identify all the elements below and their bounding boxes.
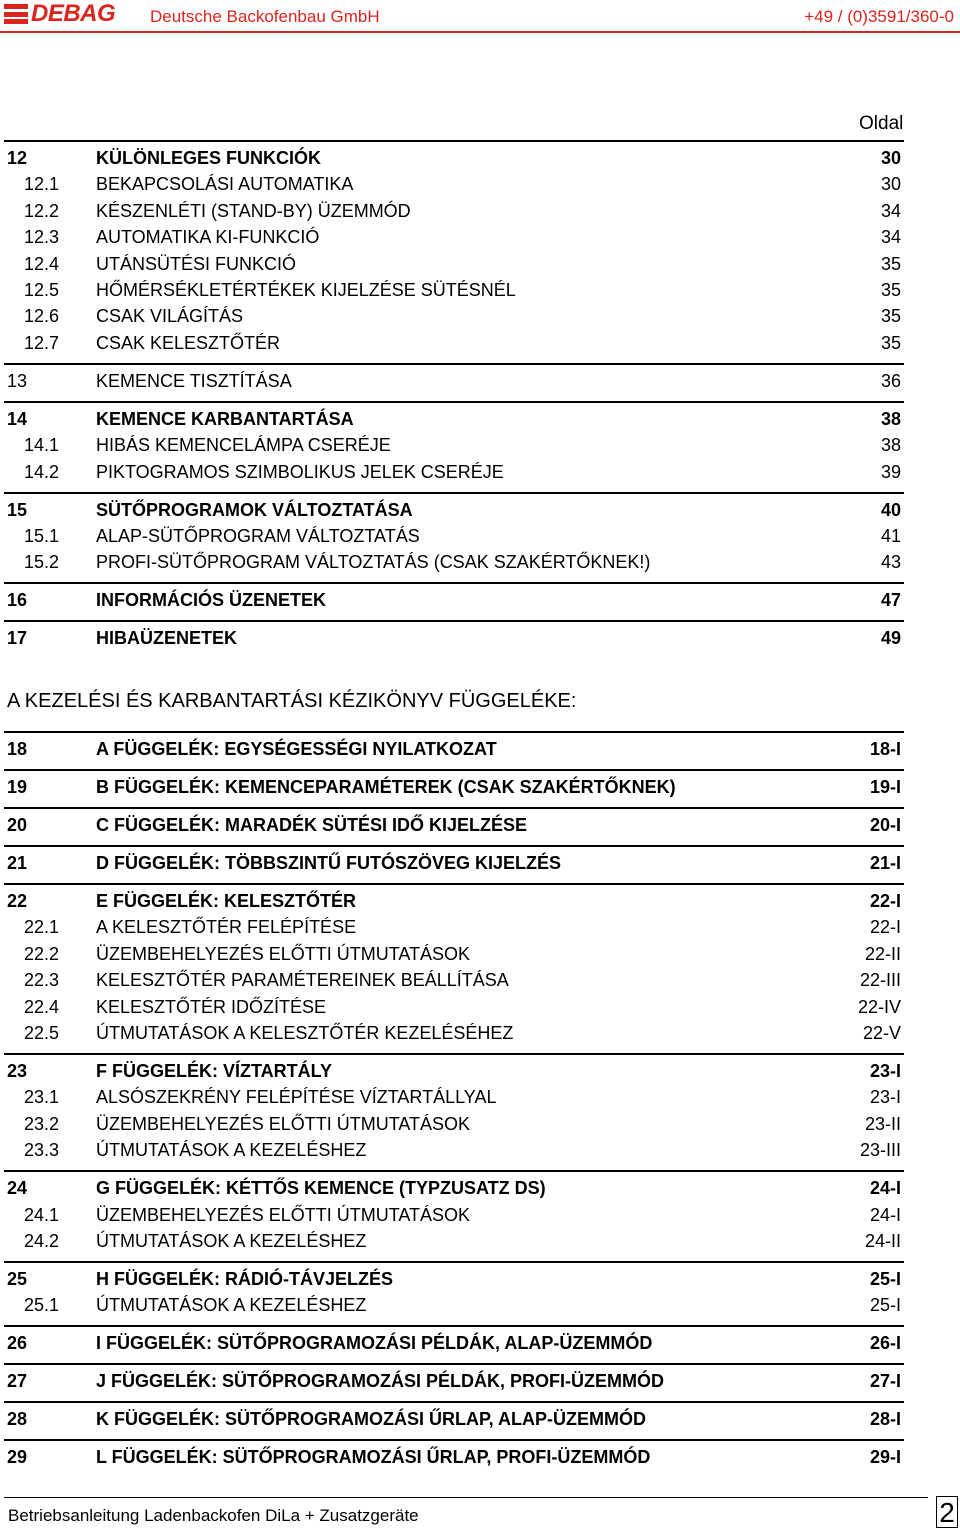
page-header	[0, 0, 960, 34]
entry-number: 26	[7, 1333, 28, 1354]
entry-number: 12.7	[24, 332, 60, 353]
toc-subentry[interactable]	[0, 941, 904, 967]
entry-title: HŐMÉRSÉKLETÉRTÉKEK KIJELZÉSE SÜTÉSNÉL	[96, 280, 516, 300]
entry-number: 22.2	[24, 943, 60, 964]
entry-number: 14.1	[24, 435, 60, 456]
toc-subentry[interactable]	[0, 459, 904, 485]
entry-title: B FÜGGELÉK: KEMENCEPARAMÉTEREK (CSAK SZAKÉRTŐKNEK)	[96, 777, 676, 797]
toc-subentry[interactable]	[0, 967, 904, 993]
entry-title: CSAK VILÁGÍTÁS	[96, 306, 244, 327]
entry-page: 24-I	[869, 1204, 901, 1225]
footer-divider	[4, 1497, 928, 1498]
appendix-heading: A KEZELÉSI ÉS KARBANTARTÁSI KÉZIKÖNYV FÜGGELÉKE:	[7, 690, 577, 712]
toc-entry[interactable]	[0, 1266, 904, 1292]
entry-number: 17	[7, 628, 28, 649]
entry-title: A FÜGGELÉK: EGYSÉGESSÉGI NYILATKOZAT	[96, 739, 497, 759]
entry-page: 23-III	[859, 1140, 901, 1161]
entry-number: 12.5	[24, 280, 60, 300]
entry-page: 34	[880, 200, 901, 221]
entry-page: 20-I	[869, 815, 901, 835]
entry-page: 19-I	[869, 777, 901, 797]
entry-page: 39	[880, 461, 901, 482]
entry-page: 27-I	[869, 1371, 901, 1392]
entry-title: D FÜGGELÉK: TÖBBSZINTŰ FUTÓSZÖVEG KIJELZÉS	[96, 853, 562, 873]
entry-number: 16	[7, 590, 28, 611]
entry-number: 15.2	[24, 552, 60, 573]
entry-number: 24	[7, 1178, 28, 1199]
entry-title: ALAP-SÜTŐPROGRAM VÁLTOZTATÁS	[96, 526, 420, 546]
entry-title: INFORMÁCIÓS ÜZENETEK	[96, 590, 327, 611]
entry-title: ÜZEMBEHELYEZÉS ELŐTTI ÚTMUTATÁSOK	[96, 1113, 471, 1134]
entry-title: H FÜGGELÉK: RÁDIÓ-TÁVJELZÉS	[96, 1269, 394, 1289]
toc-entry[interactable]	[0, 774, 904, 800]
toc-entry[interactable]	[0, 850, 904, 876]
toc-entry[interactable]	[0, 736, 904, 762]
toc-subentry[interactable]	[0, 1020, 904, 1046]
section-rule	[4, 769, 904, 771]
toc-subentry[interactable]	[0, 1111, 904, 1137]
entry-page: 43	[880, 552, 901, 573]
entry-title: KELESZTŐTÉR PARAMÉTEREINEK BEÁLLÍTÁSA	[96, 970, 509, 991]
entry-page: 28-I	[869, 1409, 901, 1430]
entry-number: 29	[7, 1447, 28, 1468]
section-rule	[4, 582, 904, 584]
entry-number: 25	[7, 1269, 28, 1289]
entry-page: 23-II	[864, 1113, 901, 1134]
toc-entry[interactable]	[0, 625, 904, 651]
entry-page: 24-I	[869, 1178, 901, 1199]
entry-page: 21-I	[869, 853, 901, 873]
toc-entry[interactable]	[0, 1368, 904, 1394]
toc-subentry[interactable]	[0, 994, 904, 1020]
entry-number: 25.1	[24, 1295, 60, 1316]
toc-subentry[interactable]	[0, 1228, 904, 1254]
entry-title: ÜZEMBEHELYEZÉS ELŐTTI ÚTMUTATÁSOK	[96, 943, 471, 964]
entry-number: 23.1	[24, 1087, 60, 1108]
entry-title: E FÜGGELÉK: KELESZTŐTÉR	[96, 891, 357, 911]
toc-entry[interactable]	[0, 812, 904, 838]
entry-page: 22-III	[859, 970, 901, 991]
toc-entry[interactable]	[0, 1330, 904, 1356]
entry-number: 24.1	[24, 1204, 60, 1225]
entry-title: ALSÓSZEKRÉNY FELÉPÍTÉSE VÍZTARTÁLLYAL	[96, 1087, 497, 1108]
section-rule	[4, 140, 904, 142]
toc-entry[interactable]	[0, 1444, 904, 1470]
section-rule	[4, 492, 904, 494]
entry-title: UTÁNSÜTÉSI FUNKCIÓ	[96, 253, 297, 274]
toc-entry[interactable]	[0, 1406, 904, 1432]
entry-title: BEKAPCSOLÁSI AUTOMATIKA	[96, 174, 354, 195]
entry-title: L FÜGGELÉK: SÜTŐPROGRAMOZÁSI ŰRLAP, PROFI-ÜZEMMÓD	[96, 1447, 651, 1468]
entry-page: 35	[880, 306, 901, 327]
entry-title: HIBAÜZENETEK	[96, 628, 238, 649]
toc-entry[interactable]	[0, 497, 904, 523]
toc-subentry[interactable]	[0, 251, 904, 277]
section-rule	[4, 1325, 904, 1327]
company-name: Deutsche Backofenbau GmbH	[150, 7, 380, 26]
entry-page: 40	[880, 499, 901, 520]
entry-title: J FÜGGELÉK: SÜTŐPROGRAMOZÁSI PÉLDÁK, PROFI-ÜZEMMÓD	[96, 1371, 665, 1392]
section-rule	[4, 1261, 904, 1263]
entry-number: 12.1	[24, 174, 60, 195]
section-rule	[4, 1170, 904, 1172]
entry-title: A KELESZTŐTÉR FELÉPÍTÉSE	[96, 917, 357, 938]
entry-page: 34	[880, 227, 901, 248]
entry-title: ÚTMUTATÁSOK A KEZELÉSHEZ	[96, 1140, 367, 1161]
entry-title: ÚTMUTATÁSOK A KEZELÉSHEZ	[96, 1231, 367, 1251]
section-rule	[4, 1439, 904, 1441]
entry-page: 23-I	[869, 1061, 901, 1081]
entry-number: 23.2	[24, 1113, 60, 1134]
page-number: 2	[936, 1496, 958, 1528]
entry-number: 19	[7, 777, 28, 797]
toc-entry[interactable]	[0, 587, 904, 613]
entry-number: 15	[7, 499, 28, 520]
entry-title: ÜZEMBEHELYEZÉS ELŐTTI ÚTMUTATÁSOK	[96, 1204, 471, 1225]
entry-page: 22-I	[869, 917, 901, 938]
entry-page: 30	[880, 148, 901, 168]
section-rule	[4, 363, 904, 365]
toc-subentry[interactable]	[0, 432, 904, 458]
entry-page: 41	[880, 526, 901, 546]
logo-text: DEBAG	[31, 0, 116, 27]
toc-subentry[interactable]	[0, 1084, 904, 1110]
toc-subentry[interactable]	[0, 549, 904, 575]
entry-number: 23.3	[24, 1140, 60, 1161]
entry-title: SÜTŐPROGRAMOK VÁLTOZTATÁSA	[96, 499, 413, 520]
toc-entry[interactable]	[0, 1058, 904, 1084]
entry-number: 24.2	[24, 1231, 60, 1251]
entry-page: 24-II	[864, 1231, 901, 1251]
entry-number: 23	[7, 1061, 28, 1081]
section-rule	[4, 401, 904, 403]
entry-number: 22.4	[24, 996, 60, 1017]
entry-number: 12.6	[24, 306, 60, 327]
entry-page: 25-I	[869, 1269, 901, 1289]
entry-page: 22-IV	[857, 996, 901, 1017]
entry-page: 25-I	[869, 1295, 901, 1316]
entry-page: 18-I	[869, 739, 901, 759]
entry-number: 28	[7, 1409, 28, 1430]
entry-number: 21	[7, 853, 28, 873]
entry-title: CSAK KELESZTŐTÉR	[96, 332, 281, 353]
entry-title: PIKTOGRAMOS SZIMBOLIKUS JELEK CSERÉJE	[96, 461, 504, 482]
entry-title: KEMENCE KARBANTARTÁSA	[96, 408, 354, 429]
entry-number: 14.2	[24, 461, 60, 482]
toc-subentry[interactable]	[0, 303, 904, 329]
toc-subentry[interactable]	[0, 1137, 904, 1163]
entry-title: K FÜGGELÉK: SÜTŐPROGRAMOZÁSI ŰRLAP, ALAP-ÜZEMMÓD	[96, 1409, 646, 1430]
debag-logo	[4, 0, 116, 27]
entry-number: 12.3	[24, 227, 60, 248]
toc-subentry[interactable]	[0, 1292, 904, 1318]
entry-title: PROFI-SÜTŐPROGRAM VÁLTOZTATÁS (CSAK SZAKÉRTŐKNEK!)	[96, 552, 651, 573]
section-rule	[4, 1363, 904, 1365]
entry-number: 22.5	[24, 1023, 60, 1043]
toc-subentry[interactable]	[0, 171, 904, 197]
toc-entry[interactable]	[0, 1175, 904, 1201]
entry-page: 30	[880, 174, 901, 195]
header-divider	[0, 31, 960, 33]
entry-number: 20	[7, 815, 28, 835]
entry-title: KELESZTŐTÉR IDŐZÍTÉSE	[96, 996, 327, 1017]
entry-title: KEMENCE TISZTÍTÁSA	[96, 370, 292, 391]
toc-entry[interactable]	[0, 406, 904, 432]
entry-title: AUTOMATIKA KI-FUNKCIÓ	[96, 227, 320, 248]
entry-title: KÜLÖNLEGES FUNKCIÓK	[96, 148, 321, 168]
entry-number: 27	[7, 1371, 28, 1392]
entry-page: 47	[880, 590, 901, 611]
toc-subentry[interactable]	[0, 523, 904, 549]
entry-number: 12	[7, 148, 28, 168]
toc-subentry[interactable]	[0, 1202, 904, 1228]
entry-page: 38	[880, 408, 901, 429]
entry-number: 22.1	[24, 917, 60, 938]
entry-title: KÉSZENLÉTI (STAND-BY) ÜZEMMÓD	[96, 200, 411, 221]
section-rule	[4, 807, 904, 809]
entry-title: I FÜGGELÉK: SÜTŐPROGRAMOZÁSI PÉLDÁK, ALAP-ÜZEMMÓD	[96, 1333, 653, 1354]
entry-number: 12.2	[24, 200, 60, 221]
toc-subentry[interactable]	[0, 330, 904, 356]
entry-page: 22-I	[869, 891, 901, 911]
entry-page: 22-V	[862, 1023, 901, 1043]
toc-entry[interactable]	[0, 145, 904, 171]
entry-number: 18	[7, 739, 28, 759]
entry-page: 38	[880, 435, 901, 456]
entry-page: 35	[880, 280, 901, 300]
toc-subentry[interactable]	[0, 914, 904, 940]
entry-page: 35	[880, 332, 901, 353]
entry-page: 26-I	[869, 1333, 901, 1354]
entry-number: 22.3	[24, 970, 60, 991]
toc-entry[interactable]	[0, 888, 904, 914]
entry-number: 13	[7, 370, 28, 391]
entry-number: 22	[7, 891, 28, 911]
entry-title: HIBÁS KEMENCELÁMPA CSERÉJE	[96, 435, 391, 456]
section-rule	[4, 1401, 904, 1403]
section-rule	[4, 731, 904, 733]
toc-subentry[interactable]	[0, 224, 904, 250]
entry-number: 12.4	[24, 253, 60, 274]
entry-page: 36	[880, 370, 901, 391]
entry-page: 22-II	[864, 943, 901, 964]
entry-page: 35	[880, 253, 901, 274]
section-rule	[4, 1053, 904, 1055]
entry-title: ÚTMUTATÁSOK A KEZELÉSHEZ	[96, 1295, 367, 1316]
entry-title: ÚTMUTATÁSOK A KELESZTŐTÉR KEZELÉSÉHEZ	[96, 1023, 514, 1043]
footer-title: Betriebsanleitung Ladenbackofen DiLa + Zusatzgeräte	[8, 1506, 419, 1525]
entry-page: 49	[880, 628, 901, 649]
page-column-label: Oldal	[859, 113, 904, 134]
entry-title: C FÜGGELÉK: MARADÉK SÜTÉSI IDŐ KIJELZÉSE	[96, 815, 528, 835]
logo-bars-icon	[4, 4, 28, 24]
section-rule	[4, 883, 904, 885]
entry-title: G FÜGGELÉK: KÉTTŐS KEMENCE (TYPZUSATZ DS)	[96, 1178, 546, 1199]
toc-subentry[interactable]	[0, 277, 904, 303]
toc-subentry[interactable]	[0, 198, 904, 224]
entry-page: 29-I	[869, 1447, 901, 1468]
entry-number: 14	[7, 408, 28, 429]
phone-number: +49 / (0)3591/360-0	[804, 7, 954, 26]
entry-title: F FÜGGELÉK: VÍZTARTÁLY	[96, 1061, 332, 1081]
section-rule	[4, 845, 904, 847]
entry-number: 15.1	[24, 526, 60, 546]
section-rule	[4, 620, 904, 622]
toc-entry[interactable]	[0, 368, 904, 394]
entry-page: 23-I	[869, 1087, 901, 1108]
